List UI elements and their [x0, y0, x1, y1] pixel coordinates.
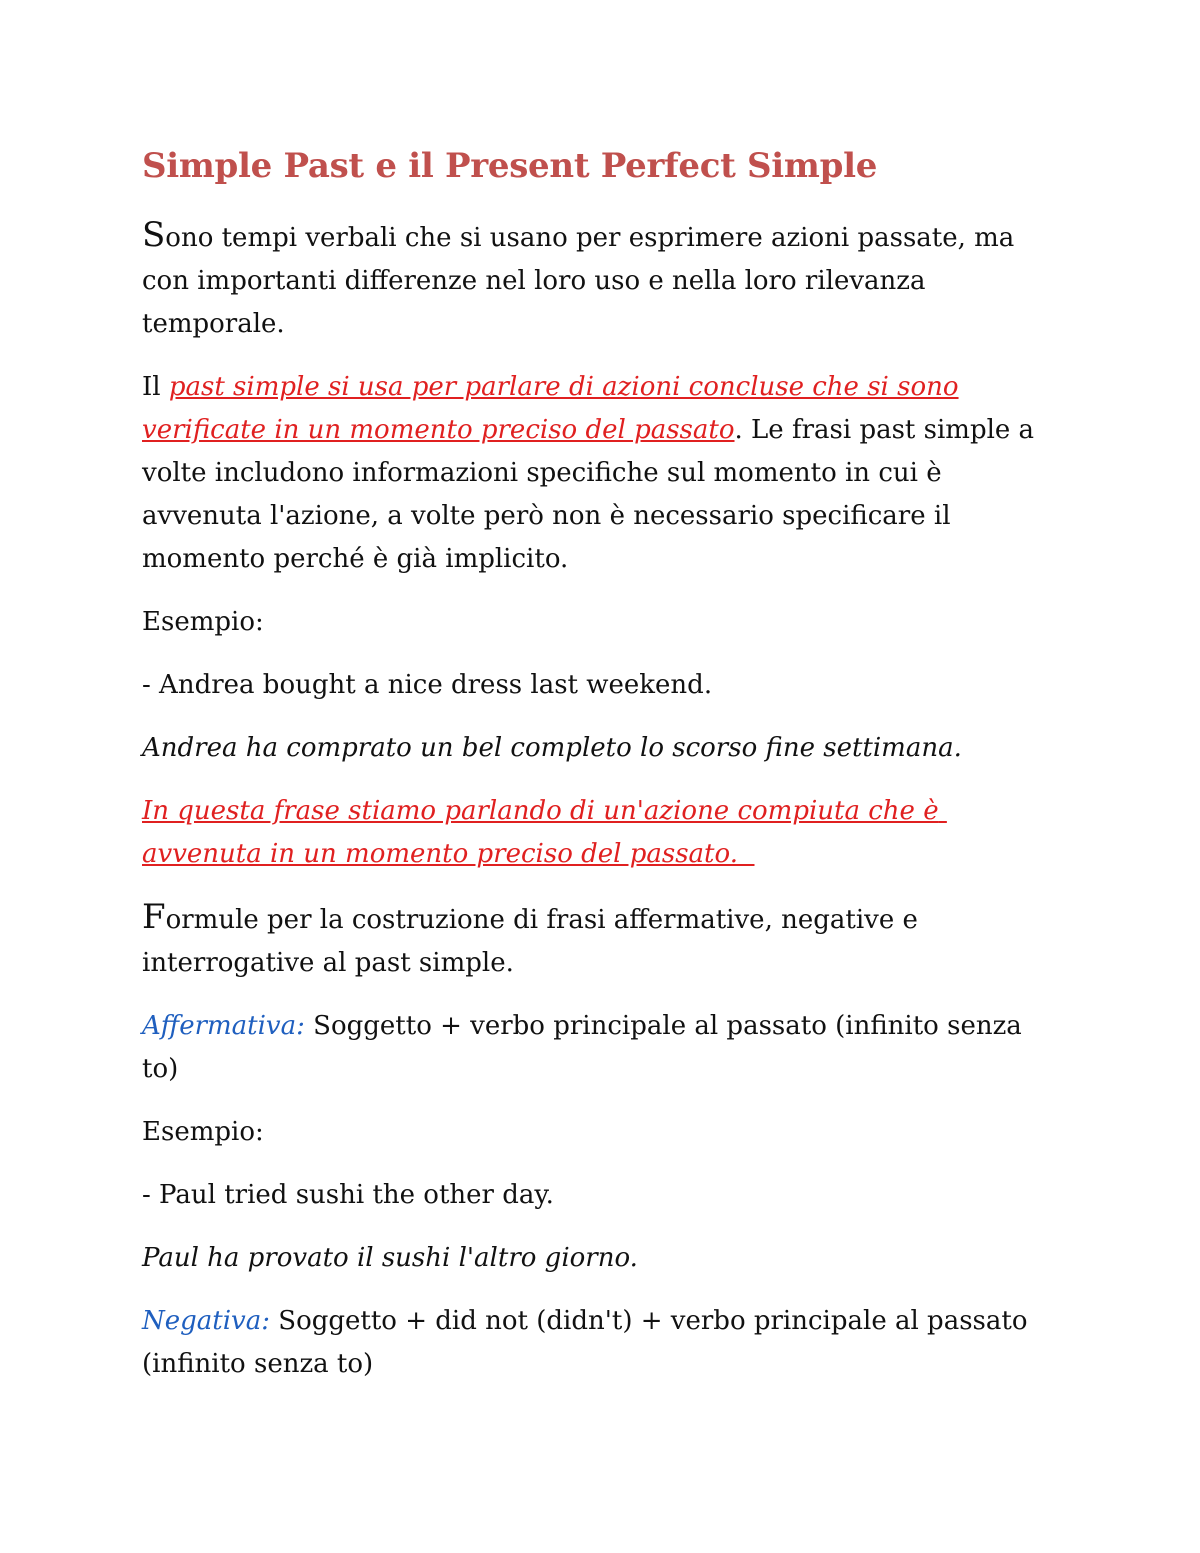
example1-english: - Andrea bought a nice dress last weekend.: [142, 670, 713, 700]
example1-italian: Andrea ha comprato un bel completo lo scorso fine settimana.: [142, 733, 962, 763]
affirmative-text: Soggetto + verbo principale al passato (infinito senza to): [142, 1011, 1022, 1084]
intro-text: ono tempi verbali che si usano per esprimere azioni passate, ma con importanti differenze nel loro uso e nella loro rilevanza temporale.: [142, 223, 1015, 339]
example1-label: Esempio:: [142, 607, 264, 637]
example1-note: In questa frase stiamo parlando di un'azione compiuta che è avvenuta in un momento preciso del passato.: [142, 796, 947, 869]
definition-lead: Il: [142, 372, 169, 402]
definition-highlight: past simple si usa per parlare di azioni concluse che si sono verificate in un momento preciso del passato: [142, 372, 959, 445]
intro-paragraph: [142, 214, 1042, 346]
example2-english: - Paul tried sushi the other day.: [142, 1180, 554, 1210]
past-simple-definition: [142, 366, 1042, 581]
intro-dropcap: S: [142, 215, 166, 255]
formulas-dropcap: F: [142, 897, 166, 937]
affirmative-formula: [142, 1005, 1042, 1091]
negative-label: Negativa:: [142, 1306, 270, 1336]
negative-formula: [142, 1300, 1042, 1386]
negative-text: Soggetto + did not (didn't) + verbo principale al passato (infinito senza to): [142, 1306, 1028, 1379]
definition-rest: . Le frasi past simple a volte includono informazioni specifiche sul momento in cui è avvenuta l'azione, a volte però non è necessario specificare il momento perché è già implicito.: [142, 415, 1035, 574]
document-page: [142, 140, 1042, 1406]
example2-italian: Paul ha provato il sushi l'altro giorno.: [142, 1243, 638, 1273]
example2-label: Esempio:: [142, 1117, 264, 1147]
page-title: Simple Past e il Present Perfect Simple: [142, 146, 878, 186]
affirmative-label: Affermativa:: [142, 1011, 305, 1041]
example1-note-paragraph: [142, 790, 1042, 876]
formulas-intro-paragraph: [142, 896, 1042, 985]
formulas-intro-text: ormule per la costruzione di frasi affermative, negative e interrogative al past simple.: [142, 905, 918, 978]
